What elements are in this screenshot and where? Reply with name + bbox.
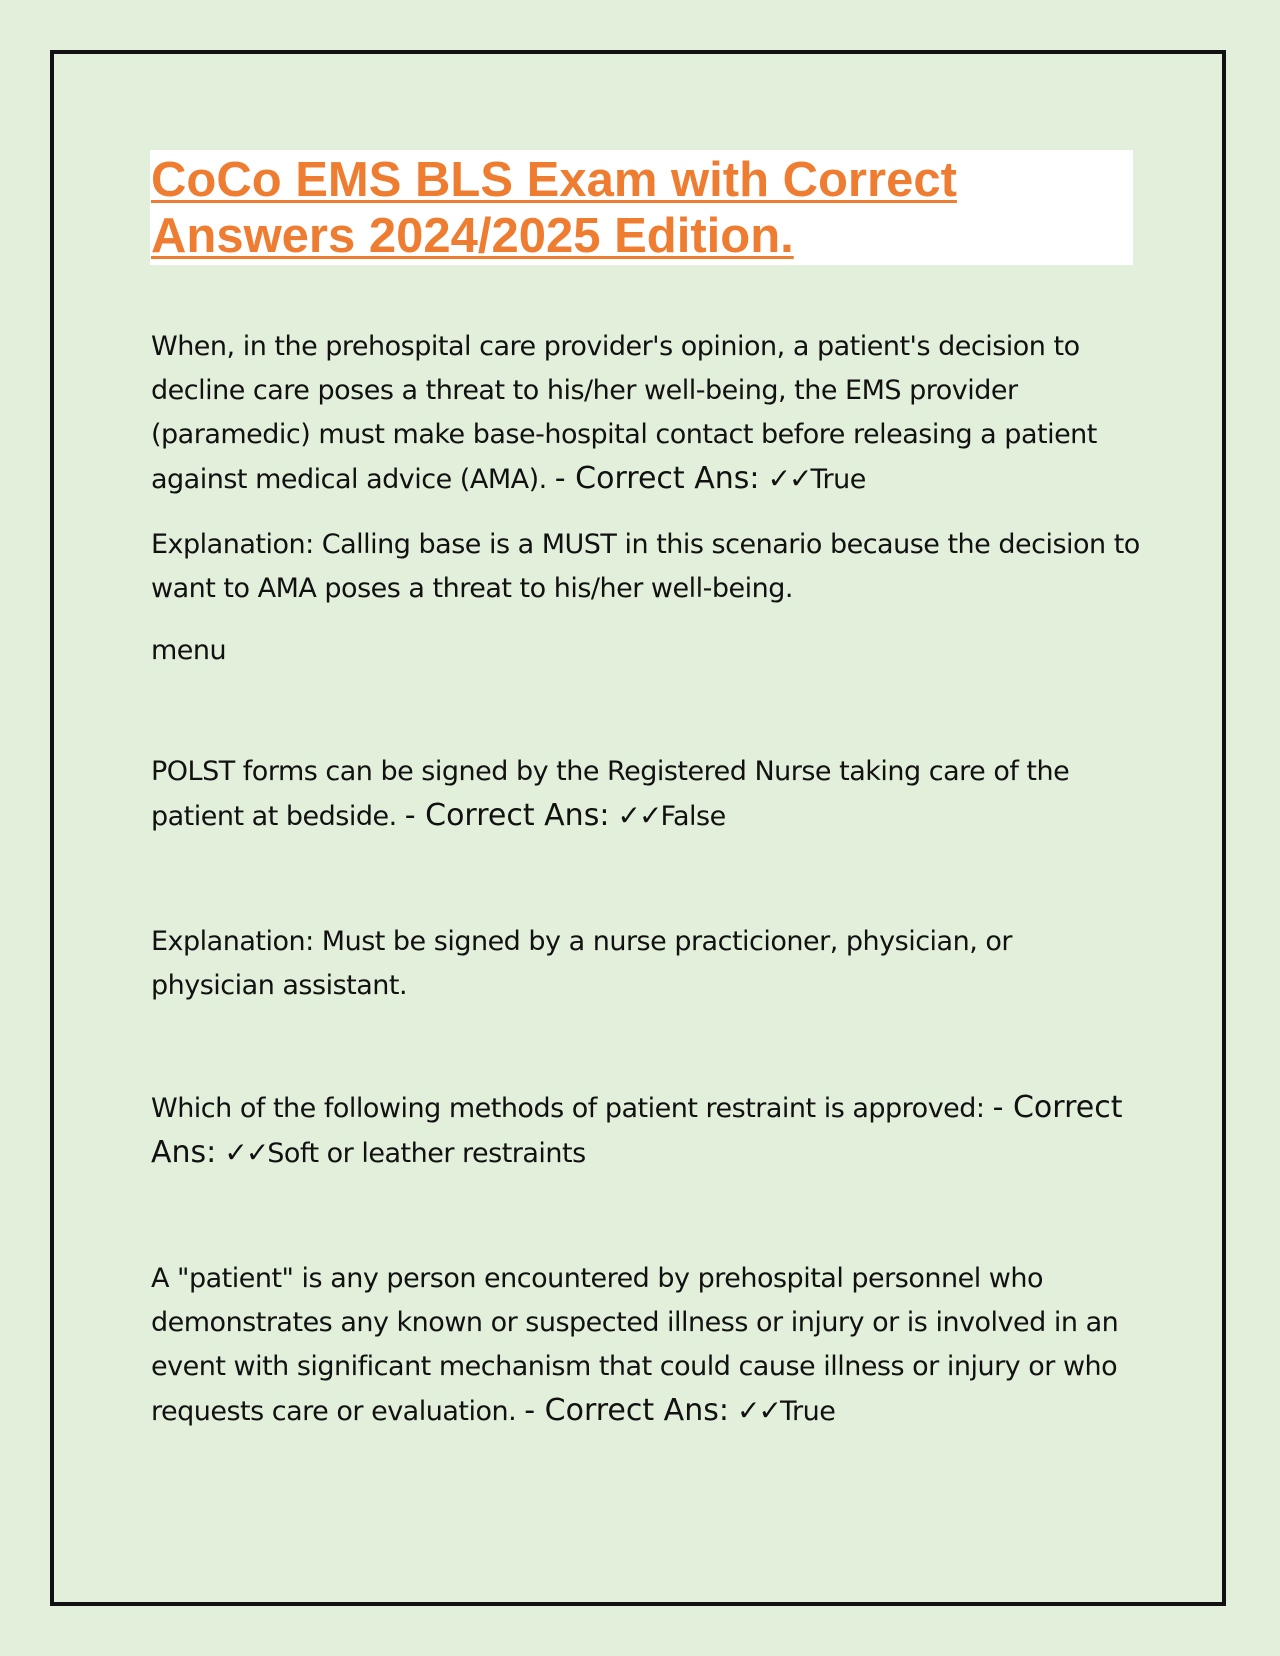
check-icon: ✓✓	[737, 1394, 780, 1427]
menu-text: menu	[151, 635, 227, 666]
check-icon: ✓✓	[767, 462, 811, 495]
question-block	[151, 750, 1141, 839]
question-block	[151, 1086, 1141, 1176]
answer-text: True	[779, 1396, 836, 1427]
question-text: POLST forms can be signed by the Registered Nurse taking care of the patient at bedside.	[151, 756, 1070, 832]
document-title: CoCo EMS BLS Exam with Correct Answers 2024/2025 Edition.	[151, 153, 957, 263]
answer-prefix: - Correct Ans:	[151, 1090, 1123, 1170]
question-text: Which of the following methods of patient restraint is approved:	[151, 1093, 985, 1124]
check-icon: ✓✓	[617, 799, 661, 832]
answer-text: True	[810, 464, 866, 495]
answer-prefix: - Correct Ans:	[554, 461, 760, 496]
check-icon: ✓✓	[224, 1136, 268, 1169]
question-block	[151, 325, 1141, 502]
question-text: When, in the prehospital care provider's opinion, a patient's decision to decline care poses a threat to his/her well-being, the EMS provider (paramedic) must make base-hospital contact before releasing a patient against medical advice (AMA).	[151, 331, 1097, 495]
explanation-text: Explanation: Must be signed by a nurse practicioner, physician, or physician assistant.	[151, 926, 1012, 1001]
answer-text: Soft or leather restraints	[267, 1138, 586, 1169]
question-text: A "patient" is any person encountered by prehospital personnel who demonstrates any known or suspected illness or injury or is involved in an event with significant mechanism that could cause illness or injury or who requests care or evaluation.	[151, 1263, 1119, 1427]
explanation-text: Explanation: Calling base is a MUST in this scenario because the decision to want to AMA poses a threat to his/her well-being.	[151, 529, 1140, 604]
answer-prefix: - Correct Ans:	[404, 798, 610, 833]
answer-prefix: - Correct Ans:	[524, 1393, 729, 1428]
answer-text: False	[660, 801, 726, 832]
question-block	[151, 1257, 1141, 1434]
